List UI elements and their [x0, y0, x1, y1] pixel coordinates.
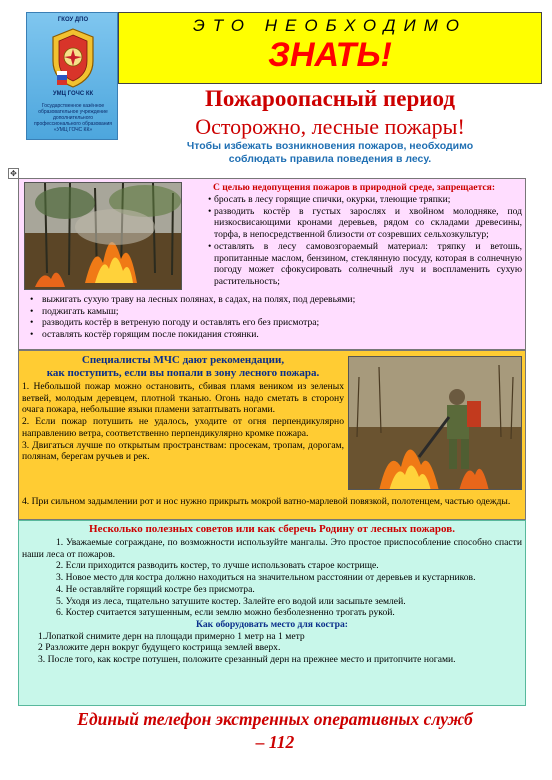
page-title: Пожароопасный период	[205, 86, 455, 111]
intro-note-line1: Чтобы избежать возникновения пожаров, необходимо	[186, 140, 474, 152]
list-item: 2. Если пожар потушить не удалось, уходите от огня перпендикулярно направлению ветра, соответственно перпендикулярно кромке пожара.	[22, 416, 344, 439]
forest-fire-photo	[24, 182, 182, 290]
list-item: 3. После того, как костре потушен, положите срезанный дерн на прежнее место и притопчите ногами.	[38, 654, 456, 666]
emergency-phone-footer	[30, 708, 520, 754]
forest-fire-illustration	[25, 183, 182, 290]
tips-list	[22, 537, 522, 666]
list-item: • выжигать сухую траву на лесных полянах, в садах, на полях, под деревьями;	[26, 294, 520, 306]
list-item: 6. Костер считается затушенным, если землю можно безболезненно трогать рукой.	[56, 607, 395, 619]
recommendations-heading-line2: как поступить, если вы попали в зону лесного пожара.	[46, 367, 320, 379]
recommendations-heading-line1: Специалисты МЧС дают рекомендации,	[81, 354, 285, 366]
logo-bottom-label: УМЦ ГОЧС КК	[52, 91, 94, 97]
list-item: • разводить костёр в ветреную погоду и оставлять его без присмотра;	[26, 317, 520, 329]
footer-line2: – 112	[255, 732, 295, 752]
firefighter-photo	[348, 356, 522, 490]
list-item: 4. Не оставляйте горящий костре без присмотра.	[56, 583, 255, 595]
footer-line1: Единый телефон экстренных оперативных служб	[77, 709, 473, 729]
list-item: 1.Лопаткой снимите дерн на площади примерно 1 метр на 1 метр	[38, 630, 305, 642]
list-item: 3. Двигаться лучше по открытым пространствам: просекам, тропам, дорогам, полянам, берегам ручьев и рек.	[22, 439, 344, 463]
move-handle-icon[interactable]: ✥	[8, 168, 19, 179]
list-item: 1. Небольшой пожар можно остановить, сбивая пламя веником из зеленых ветвей, молодым деревцем, плотной тканью. Огонь надо сметать в сторону очага пожара, небольшие языки пламени затаптывать ногами.	[22, 381, 344, 416]
list-item: • разводить костёр в густых зарослях и хвойном молодняке, под низкосвисающими кронами деревьев, рядом со складами древесины, торфа, в непосредственной близости от созревших сельхозкультур;	[186, 206, 522, 241]
header-line2: ЗНАТЬ!	[268, 36, 392, 74]
logo	[26, 12, 118, 140]
recommendations-heading	[22, 354, 344, 380]
firefighter-illustration	[349, 357, 522, 490]
header-line1: ЭТО НЕОБХОДИМО	[192, 16, 467, 35]
list-item: • бросать в лесу горящие спички, окурки, тлеющие тряпки;	[186, 194, 522, 206]
recommendation-item-4: 4. При сильном задымлении рот и нос нужно прикрыть мокрой ватно-марлевой повязкой, полотенцем, частью одежды.	[22, 496, 511, 507]
list-item: 1. Уважаемые сограждане, по возможности используйте мангалы. Это простое приспособление способно спасти наши леса от пожаров.	[22, 537, 522, 560]
list-item: • оставлять костёр горящим после покидания стоянки.	[26, 329, 520, 341]
recommendations-list	[22, 381, 344, 463]
list-item: 3. Новое место для костра должно находиться на значительном расстоянии от деревьев и кустарников.	[56, 572, 476, 584]
tips-heading: Несколько полезных советов или как сберечь Родину от лесных пожаров.	[89, 523, 455, 535]
logo-text: Государственное казённое образовательное учреждение дополнительного профессионального образования «УМЦ ГОЧС КК»	[33, 103, 113, 133]
list-item: 5. Уходя из леса, тщательно затушите костер. Залейте его водой или засыпьте землей.	[56, 595, 406, 607]
prohibitions-list-b	[26, 294, 520, 341]
list-item: 2. Если приходится разводить костер, то лучше использовать старое кострище.	[56, 560, 379, 572]
list-item: • оставлять в лесу самовозгораемый материал: тряпку и ветошь, пропитанные маслом, бензином, стеклянную посуду, которая в солнечную погоду может сфокусировать солнечный луч и воспламенить сухую растительность;	[186, 241, 522, 288]
list-item: 2 Разложите дерн вокруг будущего кострища землей вверх.	[38, 642, 281, 654]
intro-note	[118, 140, 542, 166]
page-subtitle: Осторожно, лесные пожары!	[195, 114, 465, 139]
tips-subheading: Как оборудовать место для костра:	[196, 618, 348, 630]
intro-note-line2: соблюдать правила поведения в лесу.	[228, 153, 432, 165]
prohibitions-list-a	[186, 194, 522, 288]
list-item: • поджигать камыш;	[26, 306, 520, 318]
emblem-icon	[49, 27, 97, 89]
logo-label: ГКОУ ДПО	[57, 17, 89, 23]
prohibitions-heading: С целью недопущения пожаров в природной среде, запрещается:	[212, 182, 496, 193]
